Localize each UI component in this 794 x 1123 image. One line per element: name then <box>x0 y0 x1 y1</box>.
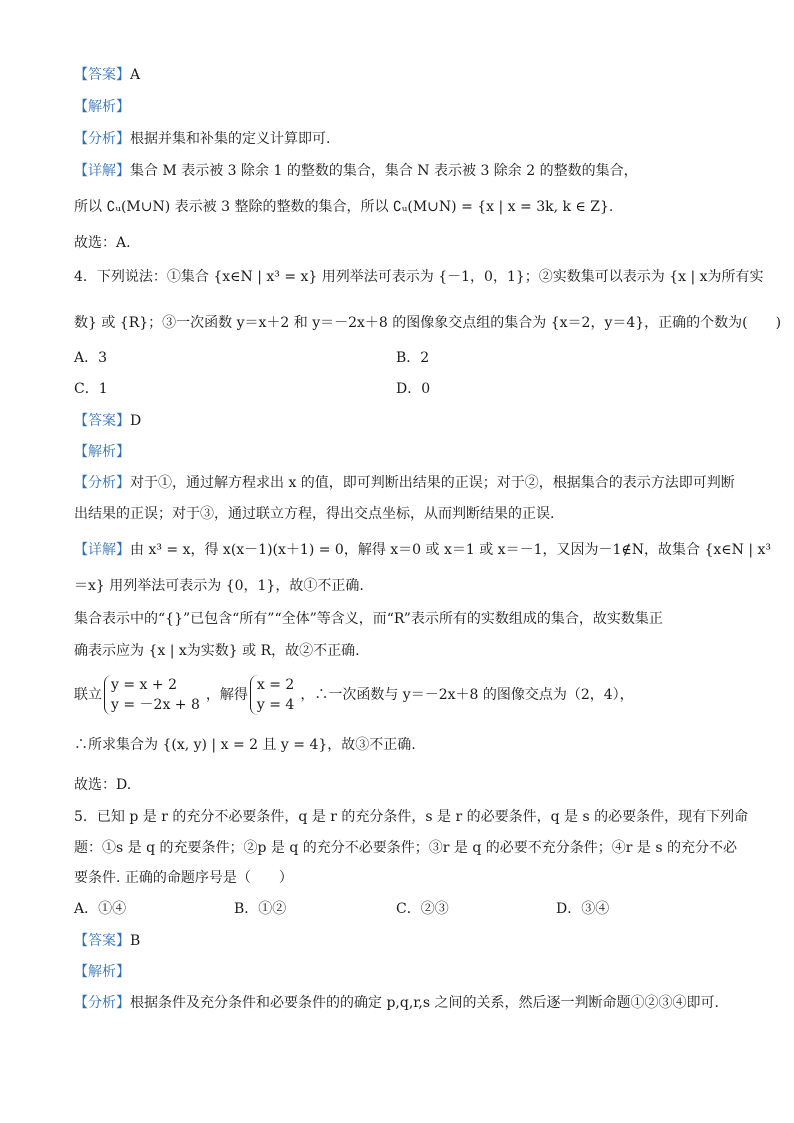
q4-choice: 故选：D. <box>74 777 132 793</box>
q4-conclusion: ∴所求集合为 {(x, y) | x = 2 且 y = 4}，故③不正确. <box>74 737 416 753</box>
q5-fenxi-line: 【分析】根据条件及充分条件和必要条件的的确定 p,q,r,s 之间的关系，然后逐一判断命题①②③④即可. <box>74 995 719 1011</box>
q4-analysis-tag: 【解析】 <box>74 444 130 460</box>
q4-system-line: 联立 y = x + 2 y = －2x + 8 ，解得 x = 2 y = 4 ，∴一次函数与 y＝－2x＋8 的图像交点为（2，4）， <box>74 677 634 713</box>
q5-stem-line-1: 5．已知 p 是 r 的充分不必要条件，q 是 r 的充分条件，s 是 r 的必要条件，q 是 s 的必要条件，现有下列命 <box>74 809 749 825</box>
q4-xiangjie-line-2: ＝x} 用列举法可表示为 {0，1}，故①不正确. <box>74 578 364 594</box>
q4-option-b: B．2 <box>396 350 430 366</box>
q3-xiangjie-line-2: 所以 ∁ᵤ(M∪N) 表示被 3 整除的整数的集合，所以 ∁ᵤ(M∪N) = {x | x = 3k, k ∈ Z}. <box>74 199 614 215</box>
q4-option-a: A．3 <box>74 350 108 366</box>
q4-xiangjie-line-3: 集合表示中的“{}”已包含“所有”“全体”等含义，而“R”表示所有的实数组成的集合，故实数集正 <box>74 611 663 627</box>
answer-value: A <box>130 67 141 83</box>
q3-xiangjie-line-1: 【详解】集合 M 表示被 3 除余 1 的整数的集合，集合 N 表示被 3 除余 2 的整数的集合， <box>74 163 638 179</box>
q4-stem-line-1: 4．下列说法：①集合 {x∈N | x³ = x} 用列举法可表示为 {－1，0，1}；②实数集可以表示为 {x | x为所有实 <box>74 269 764 285</box>
q3-fenxi-line: 【分析】根据并集和补集的定义计算即可. <box>74 131 331 147</box>
q4-fenxi-line-1: 【分析】对于①，通过解方程求出 x 的值，即可判断出结果的正误；对于②，根据集合的表示方法即可判断 <box>74 475 735 491</box>
q4-option-d: D．0 <box>396 381 431 397</box>
q4-stem-line-2: 数} 或 {R}；③一次函数 y＝x＋2 和 y＝－2x＋8 的图像象交点组的集合为 {x＝2，y＝4}，正确的个数为( ) <box>74 315 782 331</box>
q5-answer-line: 【答案】B <box>74 933 141 949</box>
q4-xiangjie-line-1: 【详解】由 x³ = x，得 x(x－1)(x＋1) = 0，解得 x＝0 或 x＝1 或 x＝－1，又因为－1∉N，故集合 {x∈N | x³ <box>74 542 771 558</box>
q5-analysis-tag: 【解析】 <box>74 964 130 980</box>
q4-fenxi-line-2: 出结果的正误；对于③，通过联立方程，得出交点坐标，从而判断结果的正误. <box>74 506 555 522</box>
q3-answer-line <box>74 64 140 86</box>
q5-stem-line-2: 题：①s 是 q 的充要条件；②p 是 q 的充分不必要条件；③r 是 q 的必要不充分条件；④r 是 s 的充分不必 <box>74 840 738 856</box>
q3-choice: 故选：A. <box>74 235 131 251</box>
q5-option-a: A．①④ <box>74 901 127 917</box>
answer-tag: 【答案】 <box>74 67 130 83</box>
equation-system-1: y = x + 2 y = －2x + 8 <box>104 675 204 715</box>
q4-answer-line: 【答案】D <box>74 413 142 429</box>
q4-xiangjie-line-4: 确表示应为 {x | x为实数} 或 R，故②不正确. <box>74 643 360 659</box>
q3-analysis-tag: 【解析】 <box>74 99 130 115</box>
q4-option-c: C．1 <box>74 381 108 397</box>
equation-system-2: x = 2 y = 4 <box>250 675 298 715</box>
q5-option-d: D．③④ <box>556 901 610 917</box>
q5-stem-line-3: 要条件. 正确的命题序号是（ ） <box>74 870 293 886</box>
q5-option-c: C．②③ <box>396 901 449 917</box>
q5-option-b: B．①② <box>234 901 287 917</box>
